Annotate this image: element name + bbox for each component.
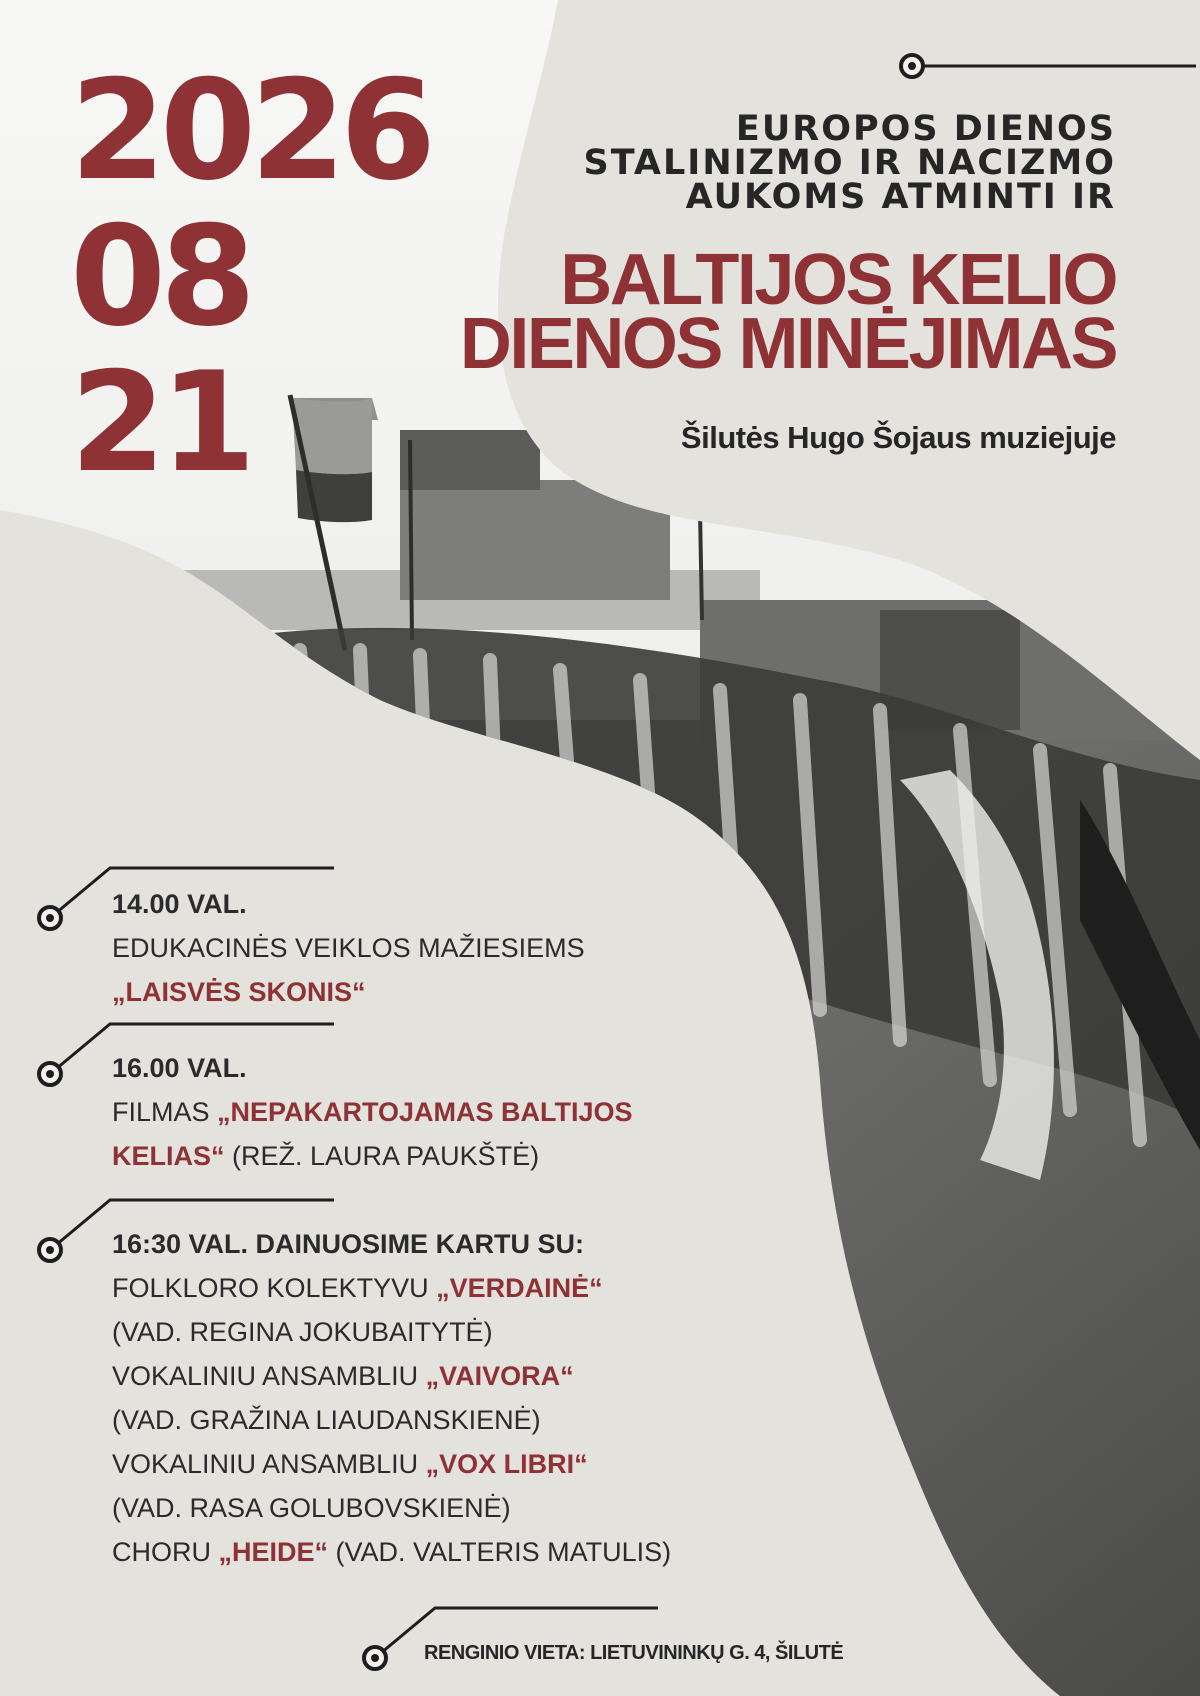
program-item: [112, 882, 732, 1014]
headline-line: DIENOS MINĖJIMAS: [459, 304, 1116, 384]
program-line: [112, 1090, 732, 1134]
bullet-marker: [37, 1237, 63, 1263]
program-line: [112, 1354, 732, 1398]
program-line: [112, 1442, 732, 1486]
program-title: „NEPAKARTOJAMAS BALTIJOS: [217, 1097, 633, 1127]
program-line: [112, 1530, 732, 1574]
program-leader: (VAD. RASA GOLUBOVSKIENĖ): [112, 1493, 511, 1523]
bullet-marker: [37, 905, 63, 931]
program-time: 14.00 VAL.: [112, 889, 247, 919]
program-line: [112, 1266, 732, 1310]
program-leader: (VAD. VALTERIS MATULIS): [328, 1537, 672, 1567]
program-description: FOLKLORO KOLEKTYVU: [112, 1273, 437, 1303]
program-title: „VAIVORA“: [425, 1361, 574, 1391]
program-description: EDUKACINĖS VEIKLOS MAŽIESIEMS: [112, 933, 585, 963]
venue-line: Šilutės Hugo Šojaus muziejuje: [680, 420, 1116, 455]
event-location: RENGINIO VIETA: LIETUVININKŲ G. 4, ŠILUTĖ: [424, 1642, 844, 1664]
program-time: 16:30 VAL. DAINUOSIME KARTU SU:: [112, 1229, 585, 1259]
program-line: [112, 1134, 732, 1178]
program-leader: (VAD. REGINA JOKUBAITYTĖ): [112, 1317, 493, 1347]
program-title: „VOX LIBRI“: [425, 1449, 588, 1479]
program-leader: (VAD. GRAŽINA LIAUDANSKIENĖ): [112, 1405, 541, 1435]
date-month: 08: [70, 196, 251, 357]
bullet-marker: [899, 53, 925, 79]
program-title: „VERDAINĖ“: [436, 1273, 603, 1303]
date-day: 21: [70, 342, 251, 503]
program-title: „HEIDE“: [218, 1537, 329, 1567]
bullet-marker: [362, 1645, 388, 1671]
program-description: VOKALINIU ANSAMBLIU: [112, 1361, 426, 1391]
program-description: FILMAS: [112, 1097, 218, 1127]
program-item: [112, 1046, 732, 1178]
subheading-line: AUKOMS ATMINTI IR: [685, 177, 1116, 217]
program-description: CHORU: [112, 1537, 219, 1567]
subheading-line: STALINIZMO IR NACIZMO: [583, 143, 1116, 183]
program-title: „LAISVĖS SKONIS“: [112, 977, 366, 1007]
program-time: 16.00 VAL.: [112, 1053, 247, 1083]
subheading-line: EUROPOS DIENOS: [735, 109, 1116, 149]
headline-line: BALTIJOS KELIO: [560, 240, 1116, 320]
program-description: (REŽ. LAURA PAUKŠTĖ): [224, 1141, 540, 1171]
date-year: 2026: [70, 50, 431, 211]
program-title: KELIAS“: [112, 1141, 225, 1171]
bullet-marker: [37, 1061, 63, 1087]
program-description: VOKALINIU ANSAMBLIU: [112, 1449, 426, 1479]
program-item: [112, 1222, 732, 1574]
